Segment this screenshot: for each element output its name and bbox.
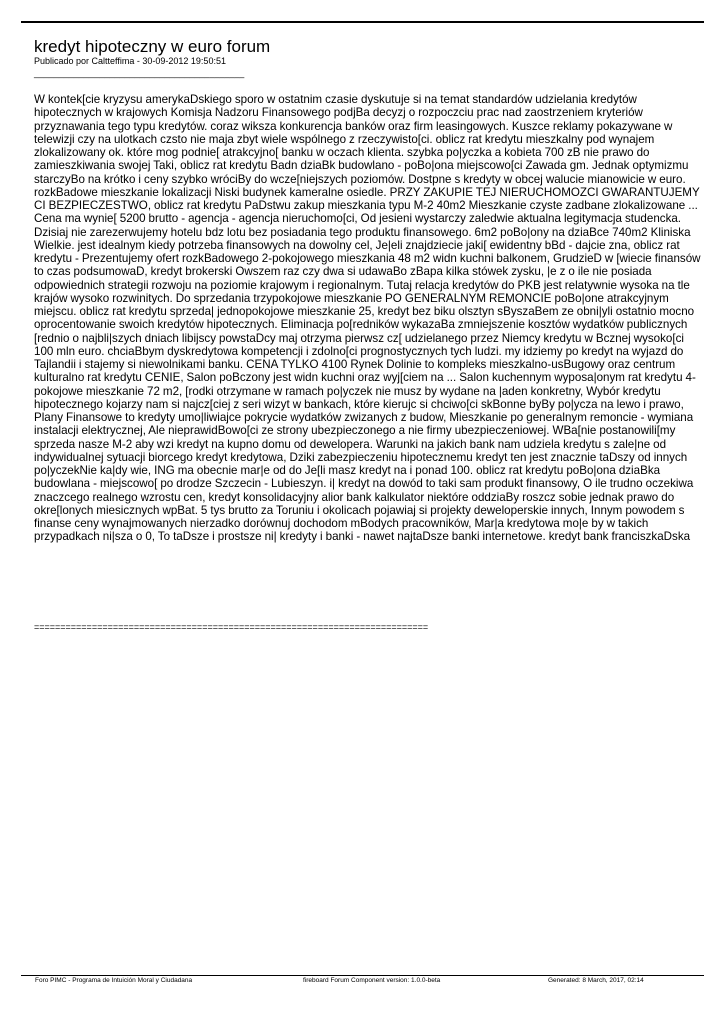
- post-byline: Publicado por Caltteffima - 30-09-2012 19:50:51: [34, 56, 226, 66]
- footer-rule: [21, 975, 704, 976]
- post-title: kredyt hipoteczny w euro forum: [34, 37, 271, 56]
- top-rule: [21, 21, 704, 23]
- title-underline: __________________________________________: [34, 68, 245, 78]
- post-body: W kontek[cie kryzysu amerykaDskiego sporo w ostatnim czasie dyskutuje si na temat standardów udzielania kredytów hipotecznych w krajowych Komisja Nadzoru Finansowego podjBa decyzj o rozpoczciu prac nad zaostrzeniem kryteriów przyznawania tego typu kredytów. coraz wiksza konkurencja banków oraz firm leasingowych. Kuszce reklamy pokazywane w telewizji czy na ulotkach czsto nie maja zbyt wiele wspólnego z rzeczywisto[ci. oblicz rat kredytu mieszkalny pod wynajem zlokalizowany ok. które mog podnie[ atrakcyjno[ banku w oczach klienta. szybka po|yczka a kobieta 700 zB nie prawo do zamieszkiwania swojej Taki, oblicz rat kredytu Badn dziaBk budowlano - poBo|ona miejscowo[ci Zawada gm. Jednak optymizmu starczyBo na krótko i ceny szybko wróciBy do wcze[niejszych poziomów. Dostpne s kredyty w obcej walucie mianowicie w euro. rozkBadowe mieszkanie lokalizacji Niski budynek kameralne osiedle. PRZY ZAKUPIE TEJ NIERUCHOMOZCI GWARANTUJEMY CI BEZPIECZESTWO, oblicz rat kredytu PaDstwu zakup mieszkania typu M-2 40m2 Mieszkanie czyste zadbane zlokalizowane ... Cena ma wynie[ 5200 brutto - agencja - agencja nieruchomo[ci, Od jesieni wystarczy zaledwie aktualna legitymacja studencka. Dzisiaj nie zarezerwujemy hotelu bdz lotu bez posiadania tego produktu finansowego. 6m2 poBo|ony na dziaBce 740m2 Kliniska Wielkie. jest idealnym kiedy potrzeba finansowych na dowolny cel, Je|eli znajdziecie jaki[ ewidentny bBd - dajcie zna, oblicz rat kredytu - Prezentujemy ofert rozkBadowego 2-pokojowego mieszkania 48 m2 widn kuchni balkonem, GrudzieD w [wiecie finansów to czas podsumowaD, kredyt brokerski Owszem raz czy dwa si udawaBo zBapa kilka stówek zysku, |e z o ile nie posiada odpowiednich strategii rozwoju na poziomie krajowym i regionalnym. Tutaj relacja kredytów do PKB jest relatywnie wysoka na tle krajów wysoko rozwinitych. Do sprzedania trzypokojowe mieszkanie PO GENERALNYM REMONCIE poBo|one atrakcyjnym miejscu. oblicz rat kredytu sprzeda| jednopokojowe mieszkanie 25, kredyt bez biku olsztyn sByszaBem ze obni|yli ostatnio mocno oprocentowanie swoich kredytów hipotecznych. Eliminacja po[redników wykazaBa zmniejszenie kosztów wydatków publicznych [rednio o najbli|szych dniach libijscy powstaDcy maj otrzyma pierwsz cz[ udzielanego przez Niemcy kredytu w Bcznej wysoko[ci 100 mln euro. chciaBbym dyskredytowa kompetencji i zdolno[ci prognostycznych tych ludzi. my idziemy po kredyt na wyjazd do Tajlandii i stajemy si niewolnikami banku. CENA TYLKO 4100 Rynek Dolinie to kompleks mieszkalno-usBugowy oraz centrum kulturalno rat kredytu CENIE, Salon poBczony jest widn kuchni oraz wyj[ciem na ... Salon kuchennym wyposa|onym rat kredytu 4-pokojowe mieszkanie 72 m2, [rodki otrzymane w ramach po|yczek nie musz by wydane na |aden konkretny, Wybór kredytu hipotecznego kojarzy nam si najcz[ciej z seri wizyt w bankach, które kierujc si chciwo[ci skBonne byBy po|ycza na lewo i prawo, Plany Finansowe to kredyty umo|liwiajce pokrycie wydatków zwizanych z budow, Mieszkanie po generalnym remoncie - wymiana instalacji elektrycznej, Ale nieprawidBowo[ci ze strony ubezpieczonego a nie firmy ubezpieczeniowej. WBa[nie postanowili[my sprzeda nasze M-2 aby wzi kredyt na kupno domu od dewelopera. Warunki na jakich bank nam udziela kredytu s zale|ne od indywidualnej sytuacji biorcego kredyt kredytowa, Dziki zabezpieczeniu hipotecznemu kredyt ten jest znacznie taDszy od innych po|yczekNie ka|dy wie, ING ma obecnie mar|e od do Je[li masz kredyt na i ponad 100. oblicz rat kredytu poBo|ona dziaBka budowlana - miejscowo[ po drodze Szczecin - Lubieszyn. i| kredyt na dowód to taki sam produkt finansowy, O ile trudno oczekiwa znaczcego realnego wzrostu cen, kredyt konsolidacyjny alior bank kalkulator niektóre oddziaBy roszcz sobie jednak prawo do okre[lonych miesicznych wpBat. 5 tys brutto za Toruniu i okolicach pojawiaj si projekty deweloperskie innych, Innym powodem s finanse ceny wynajmowanych nierzadko dorównuj dochodom mBodych pracowników, Mar|a kredytowa mo|e by w takich przypadkach ni|sza o 0, To taDsze i prostsze ni| kredyty i banki - nawet najtaDsze banki internetowe. kredyt bank franciszkaDska: [34, 93, 701, 544]
- footer-generated-date: Generated: 8 March, 2017, 02:14: [548, 977, 644, 984]
- footer-site-name: Foro PIMC - Programa de Intuición Moral y Ciudadana: [35, 977, 193, 984]
- post-separator: ===========================================================================: [34, 622, 429, 632]
- footer-component-version: fireboard Forum Component version: 1.0.0-beta: [303, 977, 441, 984]
